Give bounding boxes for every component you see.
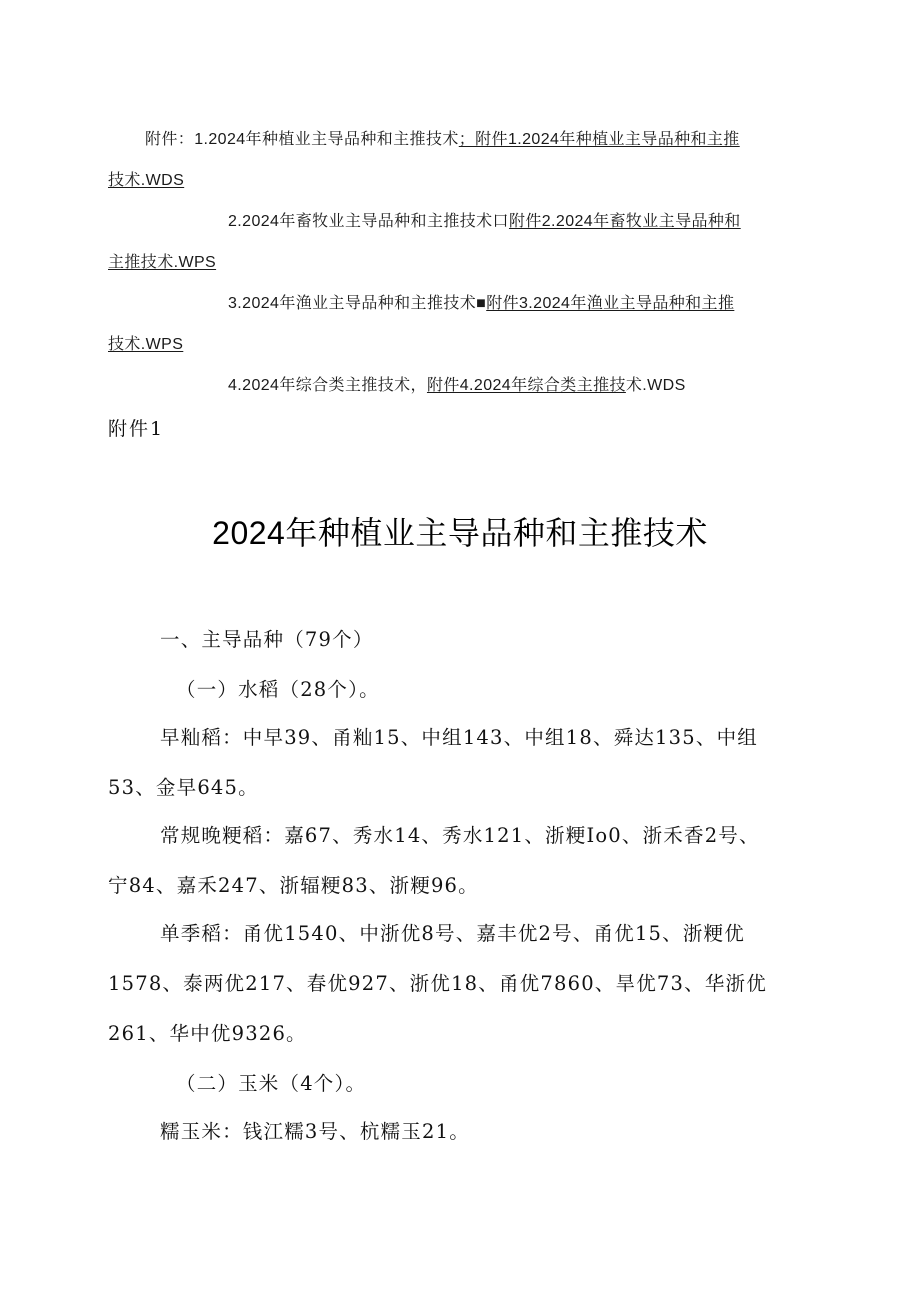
attachment-line-3: [228, 290, 734, 313]
paragraph-single-season-cont: 1578、泰两优217、春优927、浙优18、甬优7860、旱优73、华浙优: [108, 972, 767, 995]
attachment-2-link-cont[interactable]: 主推技术.WPS: [108, 254, 217, 271]
attachment-line-2-cont: [108, 249, 216, 272]
attachment-1-link-cont[interactable]: 技术.WDS: [108, 172, 185, 189]
annex-label: 附件1: [108, 418, 165, 440]
document-title: 2024年种植业主导品种和主推技术: [212, 515, 708, 551]
attachment-4-text: 4.2024年综合类主推技术，: [228, 377, 427, 394]
attachment-line-2: [228, 208, 741, 231]
attachment-line-1-cont: [108, 167, 184, 190]
section-heading-varieties: 一、主导品种（79个）: [160, 628, 374, 651]
attachment-line-3-cont: [108, 331, 183, 354]
attachment-1-link[interactable]: ；附件1.2024年种植业主导品种和主推: [458, 131, 740, 148]
subsection-heading-corn: （二）玉米（4个）。: [176, 1072, 367, 1095]
paragraph-early-indica-cont: 53、金早645。: [108, 776, 259, 799]
attachment-2-text: 2.2024年畜牧业主导品种和主推技术口: [228, 213, 509, 230]
attachment-1-text: 附件：1.2024年种植业主导品种和主推技术: [145, 131, 459, 148]
attachment-4-link[interactable]: 附件4.2024年综合类主推技: [426, 377, 626, 394]
paragraph-late-japonica-cont: 宁84、嘉禾247、浙辐粳83、浙粳96。: [108, 874, 479, 897]
attachment-3-link[interactable]: 附件3.2024年渔业主导品种和主推: [486, 295, 735, 312]
subsection-heading-rice: （一）水稻（28个）。: [176, 678, 380, 701]
attachment-3-text: 3.2024年渔业主导品种和主推技术■: [228, 295, 487, 312]
attachment-line-1: [145, 126, 740, 149]
paragraph-waxy-corn: 糯玉米：钱江糯3号、杭糯玉21。: [160, 1120, 470, 1143]
attachment-3-link-cont[interactable]: 技术.WPS: [108, 336, 184, 353]
attachment-2-link[interactable]: 附件2.2024年畜牧业主导品种和: [508, 213, 741, 230]
paragraph-single-season: 单季稻：甬优1540、中浙优8号、嘉丰优2号、甬优15、浙粳优: [160, 922, 745, 945]
attachment-4-suffix: 术.WDS: [625, 377, 686, 394]
attachment-line-4: [228, 372, 686, 395]
paragraph-single-season-cont-2: 261、华中优9326。: [108, 1022, 307, 1045]
paragraph-late-japonica: 常规晚粳稻：嘉67、秀水14、秀水121、浙粳Io0、浙禾香2号、: [160, 824, 760, 847]
paragraph-early-indica: 早籼稻：中早39、甬籼15、中组143、中组18、舜达135、中组: [160, 726, 758, 749]
